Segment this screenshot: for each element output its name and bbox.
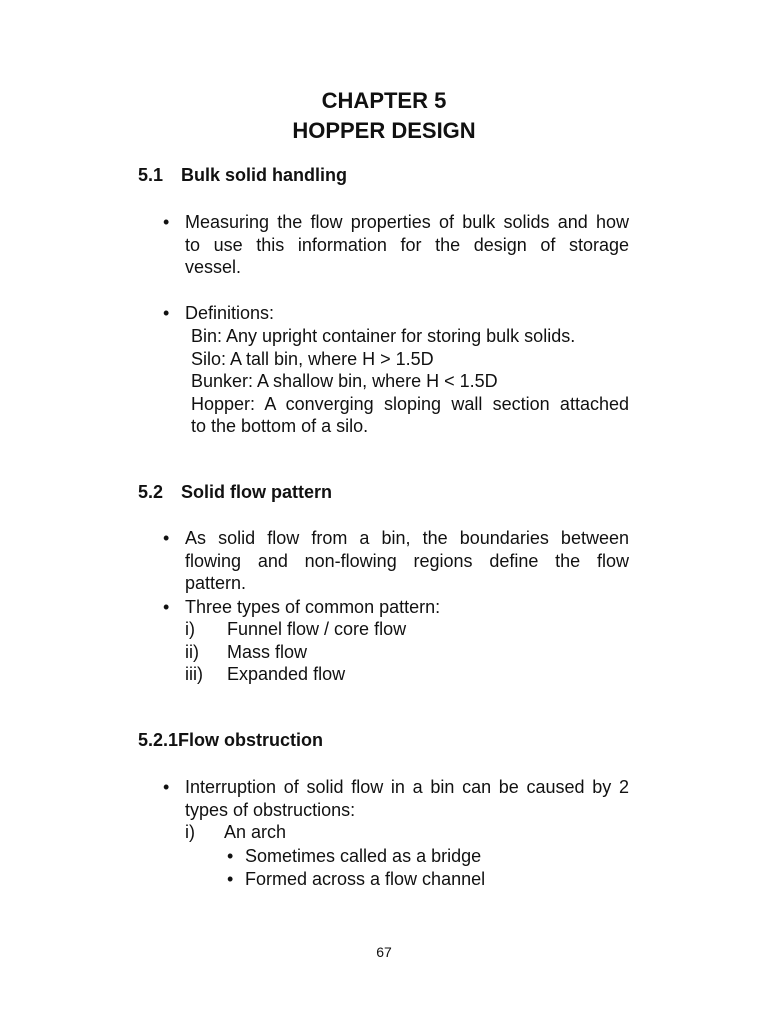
sub-bullet-text: Sometimes called as a bridge bbox=[245, 846, 482, 866]
pattern-funnel-flow: Funnel flow / core flow bbox=[227, 619, 407, 639]
pattern-expanded-flow: Expanded flow bbox=[227, 664, 346, 684]
text-line: to use this information for the design of storage bbox=[185, 234, 629, 255]
section-number: 5.1 bbox=[138, 165, 164, 185]
text-line: types of obstructions: bbox=[185, 799, 356, 820]
definition-bin: Bin: Any upright container for storing bulk solids. bbox=[191, 326, 576, 346]
bullet-icon: • bbox=[163, 777, 170, 797]
section-heading-5-2-1 bbox=[138, 729, 323, 751]
chapter-name: HOPPER DESIGN bbox=[292, 118, 476, 143]
definition-silo: Silo: A tall bin, where H > 1.5D bbox=[191, 348, 434, 369]
bullet-icon: • bbox=[163, 597, 170, 617]
chapter-title bbox=[0, 86, 768, 146]
section-heading-5-1 bbox=[138, 164, 347, 186]
text-line: Measuring the flow properties of bulk solids and how bbox=[185, 212, 629, 232]
bullet-icon: • bbox=[227, 869, 234, 889]
sub-bullet-text: Formed across a flow channel bbox=[245, 869, 486, 889]
pattern-roman: i) bbox=[185, 619, 195, 639]
bullet-paragraph bbox=[185, 527, 629, 595]
bullet-icon: • bbox=[163, 303, 170, 323]
section-number: 5.2.1 bbox=[138, 730, 179, 750]
section-title: Bulk solid handling bbox=[181, 165, 347, 185]
obstruction-arch: An arch bbox=[224, 822, 287, 842]
text-line: As solid flow from a bin, the boundaries between bbox=[185, 528, 629, 548]
pattern-roman: iii) bbox=[185, 664, 203, 684]
definition-bunker: Bunker: A shallow bin, where H < 1.5D bbox=[191, 371, 498, 392]
text-line: pattern. bbox=[185, 573, 247, 594]
definitions-label: Definitions: bbox=[185, 303, 275, 323]
bullet-icon: • bbox=[227, 846, 234, 866]
bullet-paragraph bbox=[185, 211, 629, 279]
section-title: Solid flow pattern bbox=[181, 482, 332, 502]
chapter-number: CHAPTER 5 bbox=[321, 88, 447, 113]
definition-hopper: Hopper: A converging sloping wall section attached bbox=[191, 393, 629, 414]
pattern-mass-flow: Mass flow bbox=[227, 642, 308, 662]
text-line: Interruption of solid flow in a bin can be caused by 2 bbox=[185, 777, 629, 797]
obstruction-roman: i) bbox=[185, 822, 195, 842]
bullet-text: Three types of common pattern: bbox=[185, 597, 441, 617]
bullet-icon: • bbox=[163, 212, 170, 232]
section-title: Flow obstruction bbox=[178, 730, 324, 750]
page-number: 67 bbox=[376, 944, 392, 960]
text-line: vessel. bbox=[185, 257, 242, 278]
section-heading-5-2 bbox=[138, 481, 332, 503]
section-number: 5.2 bbox=[138, 482, 164, 502]
definition-hopper-cont: to the bottom of a silo. bbox=[191, 416, 369, 437]
definitions-list bbox=[191, 325, 629, 438]
bullet-paragraph bbox=[185, 776, 629, 821]
text-line: flowing and non-flowing regions define the flow bbox=[185, 550, 629, 571]
bullet-icon: • bbox=[163, 528, 170, 548]
pattern-roman: ii) bbox=[185, 642, 199, 662]
